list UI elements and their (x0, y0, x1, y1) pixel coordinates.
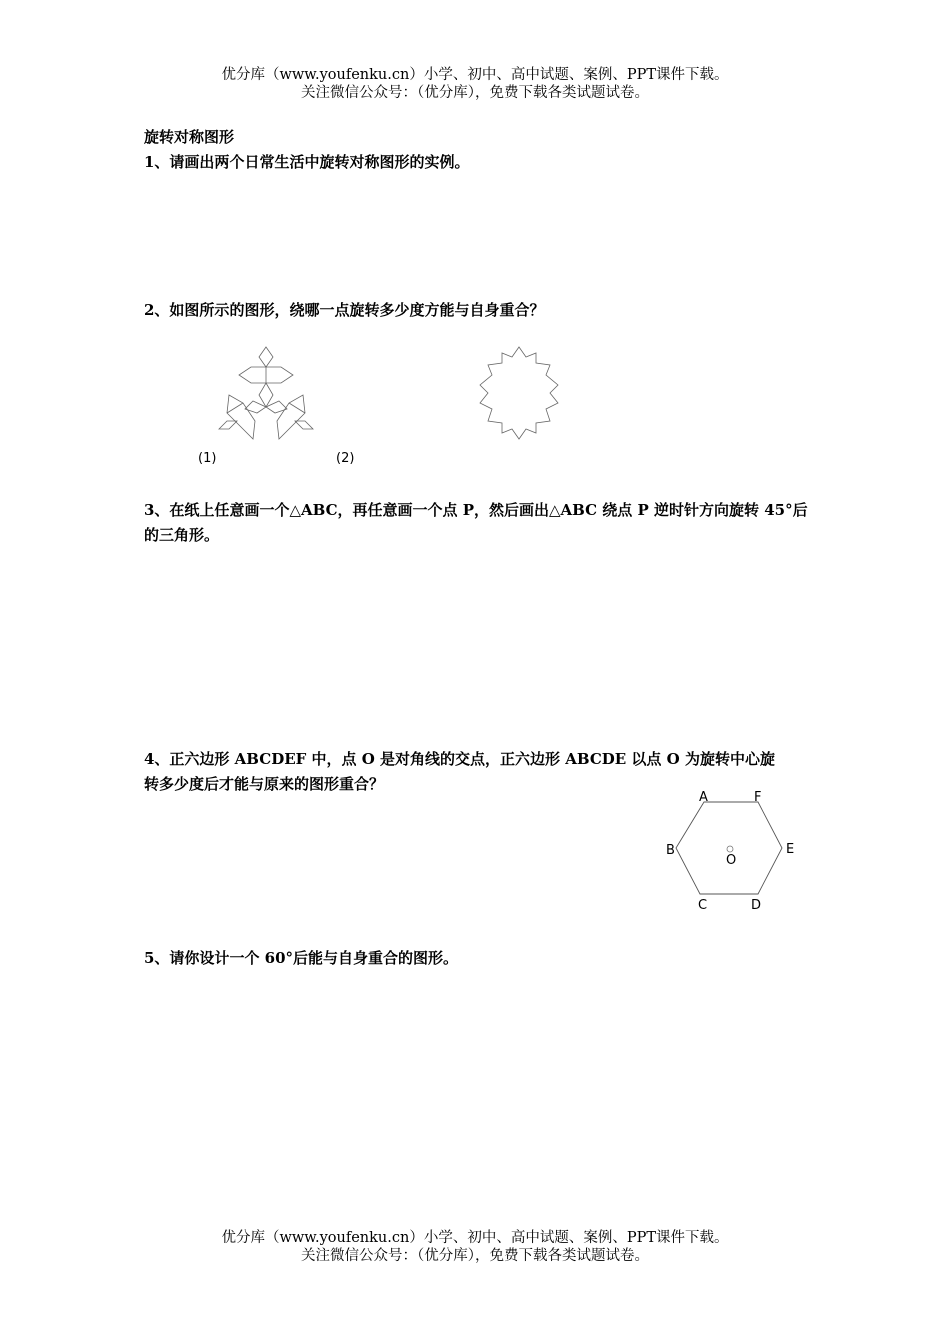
hexagon-outline (676, 802, 782, 894)
hex-label-f: F (754, 790, 762, 805)
figure-2-snowflake (474, 345, 564, 441)
hex-label-c: C (698, 898, 708, 913)
question-5: 5、请你设计一个 60°后能与自身重合的图形。 (144, 949, 459, 967)
worksheet-title: 旋转对称图形 (144, 128, 235, 146)
hex-label-e: E (786, 842, 795, 857)
question-4-line-1: 4、正六边形 ABCDEF 中，点 O 是对角线的交点，正六边形 ABCDE 以点 O 为旋转中心旋 (144, 750, 775, 768)
hex-label-b: B (666, 843, 675, 858)
question-2: 2、如图所示的图形，绕哪一点旋转多少度方能与自身重合？ (144, 301, 545, 319)
question-3 (144, 498, 810, 548)
figure-2-label: (2) (336, 451, 355, 466)
question-3-line-1: 3、在纸上任意画一个△ABC，再任意画一个点 P，然后画出△ABC 绕点 P 逆时针方向旋转 45°后 (144, 501, 808, 519)
question-3-line-2: 的三角形。 (144, 526, 220, 544)
hexagon-figure (662, 786, 802, 916)
question-1: 1、请画出两个日常生活中旋转对称图形的实例。 (144, 153, 470, 171)
footer-line-2: 关注微信公众号：（优分库），免费下载各类试题试卷。 (301, 1248, 649, 1264)
figure-1-tiles (213, 343, 323, 443)
hex-label-d: D (751, 898, 762, 913)
hex-label-a: A (699, 790, 708, 805)
figure-1-label: (1) (198, 451, 217, 466)
header-line-1: 优分库（www.youfenku.cn）小学、初中、高中试题、案例、PPT课件下载。 (221, 67, 729, 83)
hex-label-o: O (726, 853, 737, 868)
center-point-o (727, 846, 733, 852)
footer-line-1: 优分库（www.youfenku.cn）小学、初中、高中试题、案例、PPT课件下载。 (221, 1230, 729, 1246)
page-header (0, 66, 950, 102)
question-4-line-2: 转多少度后才能与原来的图形重合？ (144, 775, 385, 793)
header-line-2: 关注微信公众号：（优分库），免费下载各类试题试卷。 (301, 85, 649, 101)
page-footer (0, 1229, 950, 1265)
